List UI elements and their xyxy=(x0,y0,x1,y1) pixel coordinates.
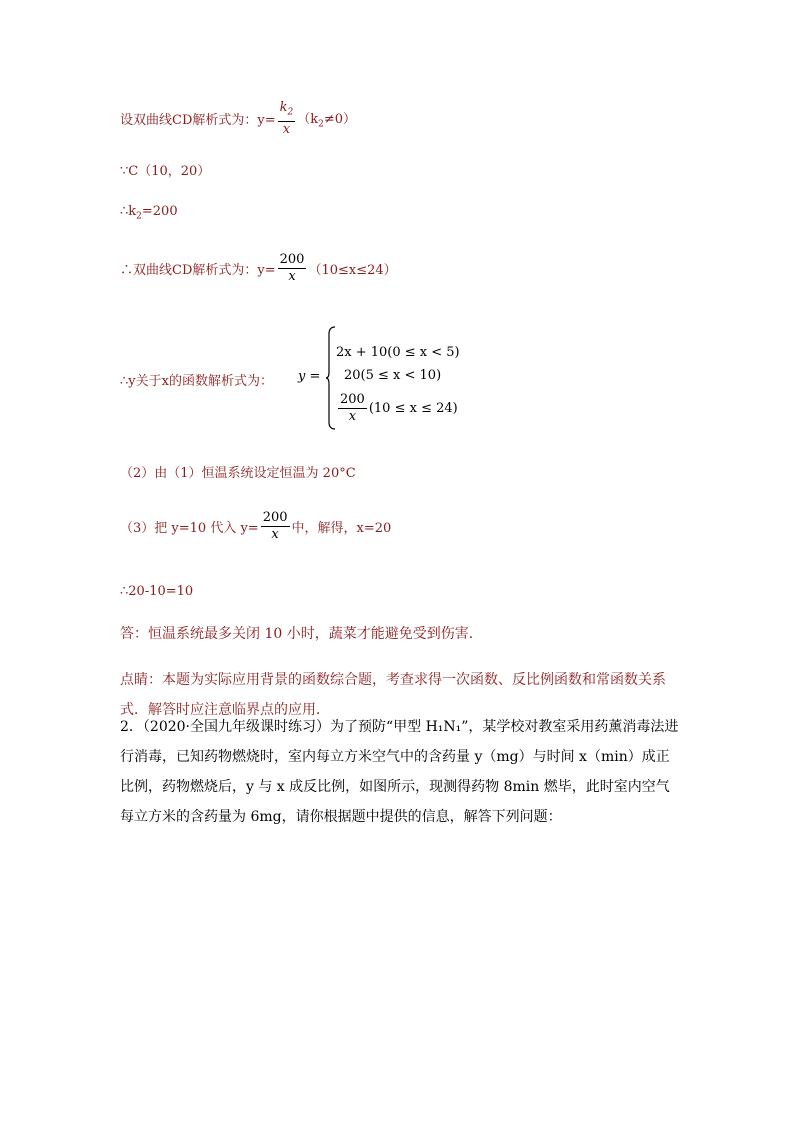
line-piecewise-intro xyxy=(120,370,273,389)
piecewise-case-1: 2x + 10(0 ≤ x < 5) xyxy=(336,345,460,360)
hyperbola-setup-text: 设双曲线CD解析式为：y= xyxy=(120,113,276,129)
comment-paragraph: 点睛：本题为实际应用背景的函数综合题，考查求得一次函数、反比例函数和常函数关系式．解答时应注意临界点的应用． xyxy=(120,672,666,718)
question-2-paragraph: 2．（2020·全国九年级课时练习）为了预防“甲型 H₁N₁”，某学校对教室采用药薰消毒法进行消毒，已知药物燃烧时，室内每立方米空气中的含药量 y（mg）与时间 x（min）成正比例，药物燃烧后，y 与 x 成反比例，如图所示，现测得药物 8min 燃毕，此时室内空气每立方米的含药量为 6mg，请你根据题中提供的信息，解答下列问题： xyxy=(120,719,679,825)
fraction-denominator: x xyxy=(282,121,291,137)
fraction-numerator: 200 xyxy=(279,252,305,267)
line-part-2 xyxy=(120,462,356,481)
hyperbola-domain: （10≤x≤24） xyxy=(308,263,397,278)
fraction-k2-over-x xyxy=(278,100,296,138)
line-k2-value xyxy=(120,204,178,222)
part-2-text: （2）由（1）恒温系统设定恒温为 20°C xyxy=(120,466,356,481)
fraction-numerator: $k_2$ xyxy=(278,100,296,122)
piecewise-case-3: $\frac{200}{x}$ (10 ≤ x ≤ 24) xyxy=(340,392,458,424)
piecewise-brace xyxy=(326,326,336,430)
part-3-result: 中，解得，x=20 xyxy=(291,521,392,536)
line-subtraction xyxy=(120,584,193,599)
subtraction-text: ∴20-10=10 xyxy=(120,584,194,599)
fraction-200-over-x: $\frac{200}{x}$ xyxy=(262,510,288,542)
line-part-3 xyxy=(120,510,391,543)
hyperbola-condition: $(k_2\ne 0)$ xyxy=(297,112,357,130)
line-hyperbola-result xyxy=(120,252,397,285)
hyperbola-result-text: ∴双曲线CD解析式为：y= xyxy=(120,263,276,278)
fraction-denominator: x xyxy=(288,269,296,284)
point-c-text: ∵C（10，20） xyxy=(120,164,211,179)
piecewise-y-label: y = xyxy=(298,369,321,384)
piecewise-case-2: 20(5 ≤ x < 10) xyxy=(344,368,442,383)
line-point-c xyxy=(120,160,210,179)
answer-paragraph: 答：恒温系统最多关闭 10 小时，蔬菜才能避免受到伤害． xyxy=(120,626,483,642)
line-hyperbola-setup xyxy=(120,100,356,138)
k2-value-text: $\therefore k_2=200$ xyxy=(120,204,178,222)
fraction-200-over-x: $\frac{200}{x}$ xyxy=(340,392,365,424)
piecewise-intro-text: ∴y关于x的函数解析式为： xyxy=(120,374,273,389)
part-3-text: （3）把 y=10 代入 y= xyxy=(120,521,259,536)
fraction-200-over-x xyxy=(278,252,307,285)
